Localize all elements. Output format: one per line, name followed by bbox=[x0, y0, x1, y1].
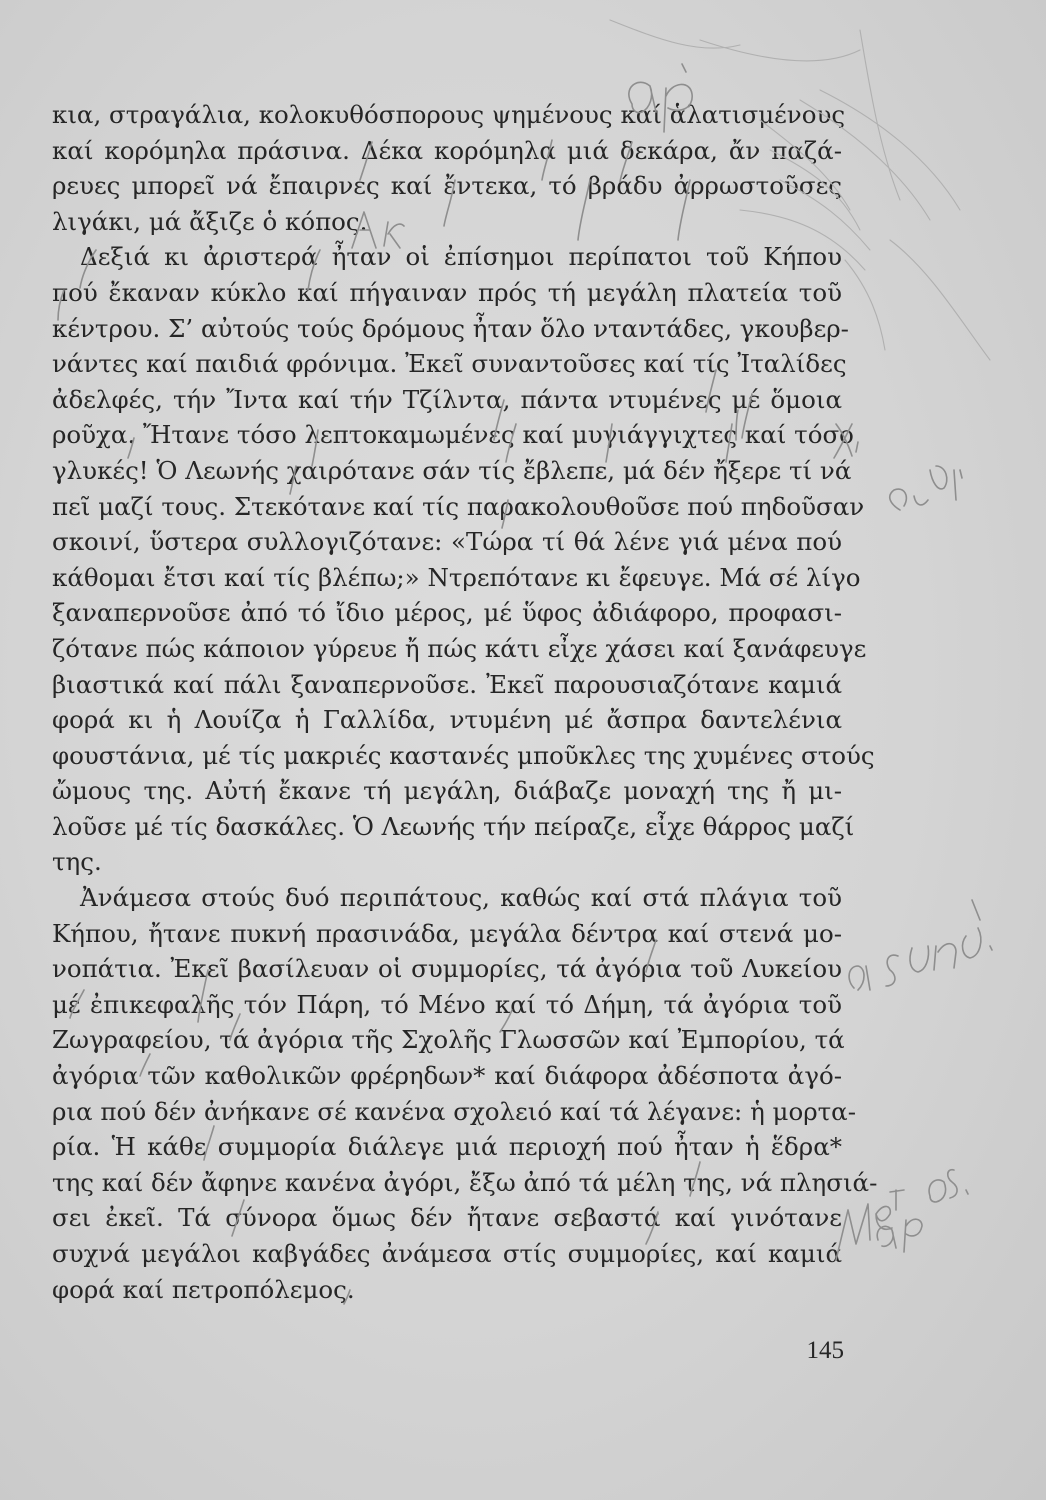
paragraph-2 bbox=[52, 239, 875, 880]
text-line: της καί δέν ἄφηνε κανένα ἀγόρι, ἔξω ἀπό τά μέλη της, νά πλησιά- bbox=[52, 1167, 878, 1197]
text-line: ρία. Ἡ κάθε συμμορία διάλεγε μιά περιοχή πού ἦταν ἡ ἕδρα* bbox=[52, 1132, 842, 1162]
page-number: 145 bbox=[806, 1337, 844, 1364]
body-text bbox=[52, 97, 878, 1307]
pencil-note-synth bbox=[890, 466, 962, 510]
text-line: Κήπου, ἤτανε πυκνή πρασινάδα, μεγάλα δέντρα καί στενά μο- bbox=[52, 918, 842, 948]
text-line: Ζωγραφείου, τά ἀγόρια τῆς Σχολῆς Γλωσσῶν καί Ἐμπορίου, τά bbox=[52, 1025, 845, 1055]
text-line: γλυκές! Ὁ Λεωνής χαιρότανε σάν τίς ἔβλεπε, μά δέν ἤξερε τί νά bbox=[52, 455, 852, 485]
text-line: μέ ἐπικεφαλῆς τόν Πάρη, τό Μένο καί τό Δήμη, τά ἀγόρια τοῦ bbox=[52, 989, 842, 1019]
text-line: ρια πού δέν ἀνήκανε σέ κανένα σχολειό καί τά λέγανε: ἡ μορτα- bbox=[52, 1096, 857, 1126]
text-line: κέντρου. Σ’ αὐτούς τούς δρόμους ἦταν ὅλο νταντάδες, γκουβερ- bbox=[52, 313, 849, 343]
text-line: ἀδελφές, τήν Ἴντα καί τήν Τζίλντα, πάντα ντυμένες μέ ὅμοια bbox=[52, 384, 842, 414]
text-line: φουστάνια, μέ τίς μακριές καστανές μποῦκλες της χυμένες στούς bbox=[52, 740, 875, 770]
text-line: Δεξιά κι ἀριστερά ἦταν οἱ ἐπίσημοι περίπατοι τοῦ Κήπου bbox=[80, 242, 842, 272]
text-line: κια, στραγάλια, κολοκυθόσπορους ψημένους καί ἁλατισμένους bbox=[52, 100, 846, 129]
text-line: της. bbox=[52, 847, 102, 877]
text-line: ὤμους της. Αὐτή ἔκανε τή μεγάλη, διάβαζε μοναχή της ἤ μι- bbox=[52, 776, 842, 806]
text-line: νοπάτια. Ἐκεῖ βασίλευαν οἱ συμμορίες, τά ἀγόρια τοῦ Λυκείου bbox=[52, 954, 842, 984]
text-line: λιγάκι, μά ἄξιζε ὁ κόπος. bbox=[52, 206, 368, 236]
text-line: ζότανε πώς κάποιον γύρευε ἤ πώς κάτι εἶχε χάσει καί ξανάφευγε bbox=[52, 633, 867, 663]
paragraph-3 bbox=[52, 880, 878, 1307]
text-line: ξαναπερνοῦσε ἀπό τό ἴδιο μέρος, μέ ὕφος ἀδιάφορο, προφασι- bbox=[52, 598, 842, 628]
text-line: ρευες μπορεῖ νά ἔπαιρνες καί ἔντεκα, τό βράδυ ἀρρωστοῦσες bbox=[52, 171, 842, 201]
text-line: λοῦσε μέ τίς δασκάλες. Ὁ Λεωνής τήν πείραζε, εἶχε θάρρος μαζί bbox=[52, 811, 855, 841]
text-line: σει ἐκεῖ. Τά σύνορα ὅμως δέν ἤτανε σεβαστά καί γινότανε bbox=[52, 1203, 842, 1233]
text-line: φορά καί πετροπόλεμος. bbox=[52, 1274, 355, 1304]
text-line: ἀγόρια τῶν καθολικῶν φρέρηδων* καί διάφορα ἀδέσποτα ἀγό- bbox=[52, 1061, 842, 1091]
text-line: ροῦχα. Ἤτανε τόσο λεπτοκαμωμένες καί μυγιάγγιχτες καί τόσο bbox=[52, 420, 854, 450]
text-line: φορά κι ἡ Λουίζα ἡ Γαλλίδα, ντυμένη μέ ἄσπρα δαντελένια bbox=[52, 705, 842, 735]
text-line: κάθομαι ἔτσι καί τίς βλέπω;» Ντρεπότανε κι ἔφευγε. Μά σέ λίγο bbox=[52, 562, 861, 592]
text-line: βιαστικά καί πάλι ξαναπερνοῦσε. Ἐκεῖ παρουσιαζότανε καμιά bbox=[52, 669, 842, 699]
pencil-note-asynd bbox=[849, 900, 992, 990]
text-line: καί κορόμηλα πράσινα. Δέκα κορόμηλα μιά δεκάρα, ἄν παζά- bbox=[52, 135, 842, 165]
text-line: νάντες καί παιδιά φρόνιμα. Ἐκεῖ συναντοῦσες καί τίς Ἰταλίδες bbox=[52, 349, 847, 379]
text-line: Ἀνάμεσα στούς δυό περιπάτους, καθώς καί στά πλάγια τοῦ bbox=[80, 883, 842, 913]
paragraph-1 bbox=[52, 97, 846, 239]
text-line: συχνά μεγάλοι καβγάδες ἀνάμεσα στίς συμμορίες, καί καμιά bbox=[52, 1239, 842, 1268]
text-line: πεῖ μαζί τους. Στεκότανε καί τίς παρακολουθοῦσε πού πηδοῦσαν bbox=[52, 491, 865, 521]
text-line: σκοινί, ὕστερα συλλογιζότανε: «Τώρα τί θά λένε γιά μένα πού bbox=[52, 527, 842, 557]
text-line: πού ἔκαναν κύκλο καί πήγαιναν πρός τή μεγάλη πλατεία τοῦ bbox=[52, 277, 842, 307]
